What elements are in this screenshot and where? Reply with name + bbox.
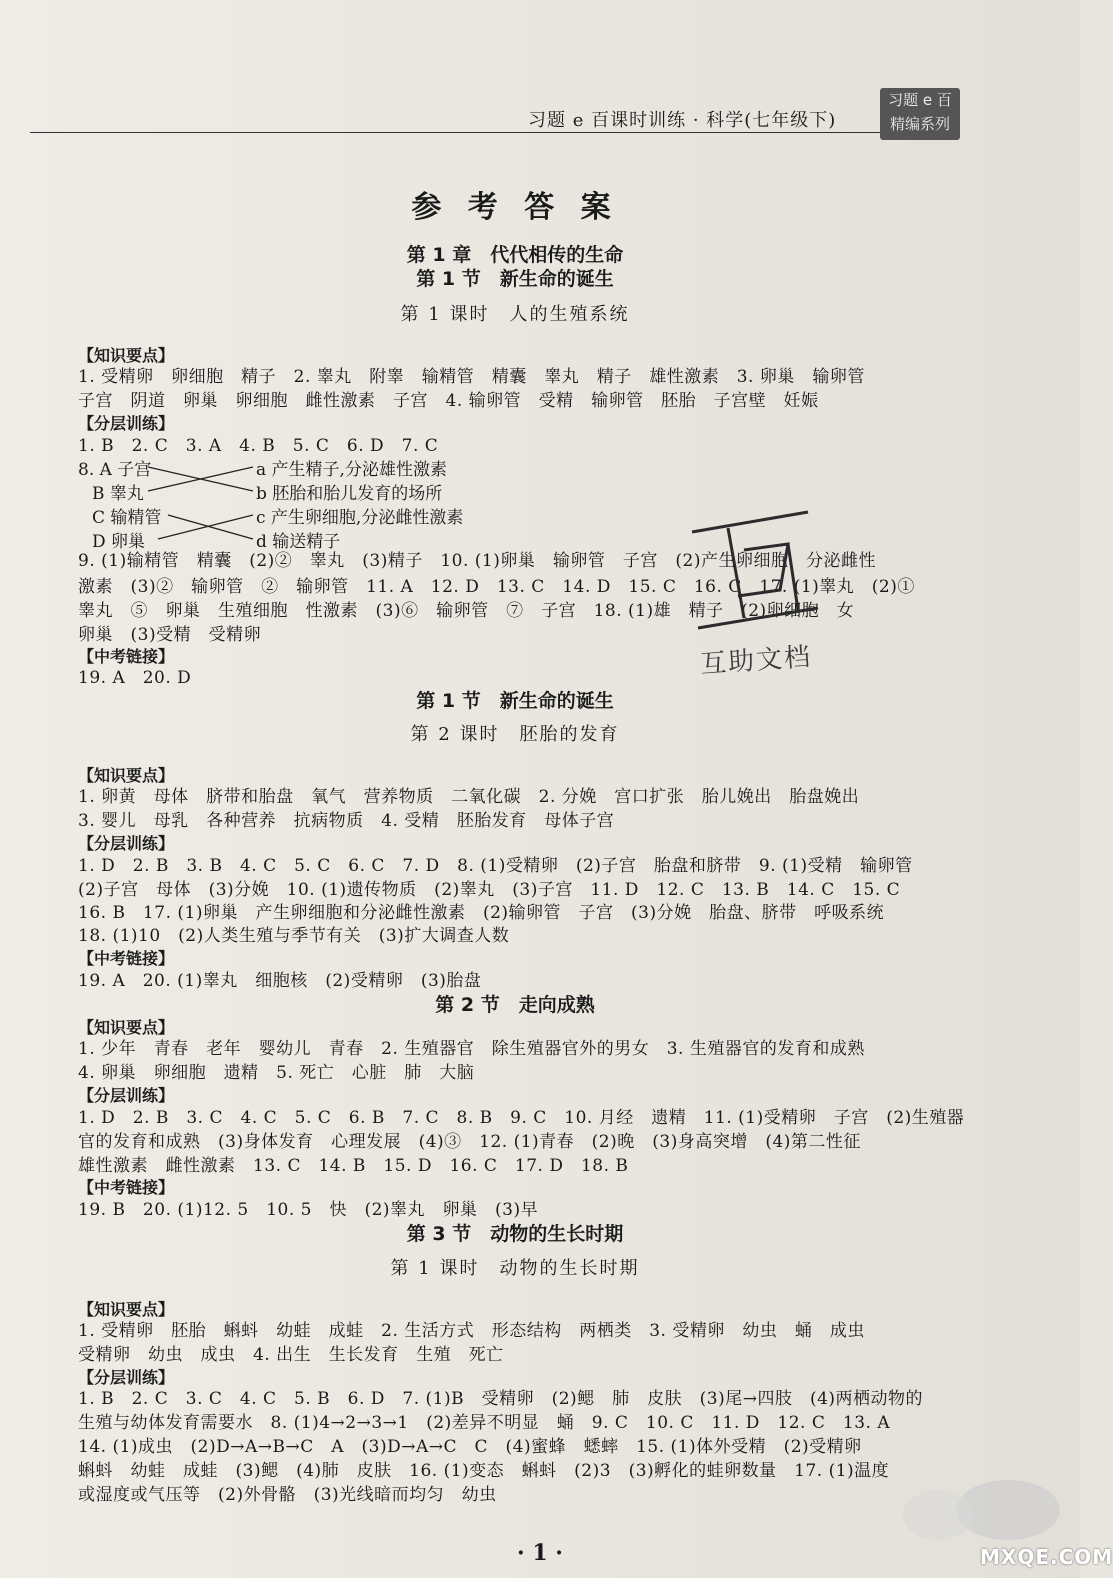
l3-knowledge-line-2: 受精卵 幼虫 成虫 4. 出生 生长发育 生殖 死亡 (78, 1345, 504, 1365)
watermark-text: MXQE.COM (980, 1545, 1113, 1569)
tag-training: 【分层训练】 (78, 414, 175, 433)
tag-training: 【分层训练】 (78, 834, 175, 853)
lesson-heading-3: 第 1 课时 动物的生长时期 (390, 1258, 640, 1279)
l3-training-line-2: 生殖与幼体发育需要水 8. (1)4→2→3→1 (2)差异不明显 蛹 9. C 10. C 11. D 12. C 13. A (78, 1413, 891, 1433)
l3-knowledge-line-1: 1. 受精卵 胚胎 蝌蚪 幼蛙 成蛙 2. 生活方式 形态结构 两栖类 3. 受精卵 幼虫 蛹 成虫 (78, 1321, 865, 1341)
s2-exam-line-1: 19. B 20. (1)12. 5 10. 5 快 (2)睾丸 卵巢 (3)早 (78, 1200, 539, 1220)
s2-training-line-3: 雄性激素 雌性激素 13. C 14. B 15. D 16. C 17. D 18. B (78, 1156, 629, 1176)
badge-line-2: 精编系列 (889, 115, 950, 133)
l2-training-line-3: 16. B 17. (1)卵巢 产生卵细胞和分泌雌性激素 (2)输卵管 子宫 (3)分娩 胎盘、脐带 呼吸系统 (78, 903, 885, 923)
tag-knowledge: 【知识要点】 (78, 766, 175, 785)
l1-training-line-1: 1. B 2. C 3. A 4. B 5. C 6. D 7. C (78, 436, 439, 456)
tag-exam: 【中考链接】 (78, 647, 175, 666)
match-right-a: a 产生精子,分泌雄性激素 (256, 460, 447, 480)
l2-knowledge-line-2: 3. 婴儿 母乳 各种营养 抗病物质 4. 受精 胚胎发育 母体子宫 (78, 811, 615, 831)
match-right-c: c 产生卵细胞,分泌雌性激素 (256, 508, 464, 528)
l1-knowledge-line-1: 1. 受精卵 卵细胞 精子 2. 睾丸 附睾 输精管 精囊 睾丸 精子 雄性激素 3. 卵巢 输卵管 (78, 367, 865, 387)
page-number: · 1 · (517, 1540, 563, 1566)
s2-training-line-2: 官的发育和成熟 (3)身体发育 心理发展 (4)③ 12. (1)青春 (2)晚 (3)身高突增 (4)第二性征 (78, 1132, 861, 1152)
l3-training-line-1: 1. B 2. C 3. C 4. C 5. B 6. D 7. (1)B 受精卵 (2)鳃 肺 皮肤 (3)尾→四肢 (4)两栖动物的 (78, 1389, 924, 1409)
l1-training-line-5: 卵巢 (3)受精 受精卵 (78, 625, 262, 645)
l1-training-line-4: 睾丸 ⑤ 卵巢 生殖细胞 性激素 (3)⑥ 输卵管 ⑦ 子宫 18. (1)雄 精子 (2)卵细胞 女 (78, 601, 855, 621)
l2-exam-line-1: 19. A 20. (1)睾丸 细胞核 (2)受精卵 (3)胎盘 (78, 971, 482, 991)
match-right-d: d 输送精子 (256, 532, 341, 552)
match-left-c: C 输精管 (92, 508, 162, 528)
lesson-heading-2: 第 2 课时 胚胎的发育 (410, 724, 620, 745)
tag-knowledge: 【知识要点】 (78, 346, 175, 365)
page-title: 参 考 答 案 (411, 190, 619, 225)
tag-exam: 【中考链接】 (78, 1178, 175, 1197)
header-rule (30, 132, 880, 133)
l2-training-line-2: (2)子宫 母体 (3)分娩 10. (1)遗传物质 (2)睾丸 (3)子宫 11. D 12. C 13. B 14. C 15. C (78, 880, 901, 900)
match-left-a: 8. A 子宫 (78, 460, 152, 480)
s2-knowledge-line-1: 1. 少年 青春 老年 婴幼儿 青春 2. 生殖器官 除生殖器官外的男女 3. 生殖器官的发育和成熟 (78, 1039, 865, 1059)
section-heading-2: 第 2 节 走向成熟 (435, 994, 595, 1016)
l3-training-line-4: 蝌蚪 幼蛙 成蛙 (3)鳃 (4)肺 皮肤 16. (1)变态 蝌蚪 (2)3 (3)孵化的蛙卵数量 17. (1)温度 (78, 1461, 890, 1481)
chapter-heading: 第 1 章 代代相传的生命 (406, 244, 624, 266)
l2-training-line-4: 18. (1)10 (2)人类生殖与季节有关 (3)扩大调查人数 (78, 926, 510, 946)
l2-training-line-1: 1. D 2. B 3. B 4. C 5. C 6. C 7. D 8. (1)受精卵 (2)子宫 胎盘和脐带 9. (1)受精 输卵管 (78, 856, 913, 876)
match-left-d: D 卵巢 (92, 532, 146, 552)
match-right-b: b 胚胎和胎儿发育的场所 (256, 484, 443, 504)
l1-training-line-2: 9. (1)输精管 精囊 (2)② 睾丸 (3)精子 10. (1)卵巢 输卵管 子宫 (2)产生卵细胞 分泌雌性 (78, 551, 876, 571)
s2-knowledge-line-2: 4. 卵巢 卵细胞 遗精 5. 死亡 心脏 肺 大脑 (78, 1063, 475, 1083)
s2-training-line-1: 1. D 2. B 3. C 4. C 5. C 6. B 7. C 8. B 9. C 10. 月经 遗精 11. (1)受精卵 子宫 (2)生殖器 (78, 1108, 965, 1128)
tag-training: 【分层训练】 (78, 1368, 175, 1387)
series-badge (880, 88, 960, 140)
l3-training-line-3: 14. (1)成虫 (2)D→A→B→C A (3)D→A→C C (4)蜜蜂 蟋蟀 15. (1)体外受精 (2)受精卵 (78, 1437, 862, 1457)
tag-knowledge: 【知识要点】 (78, 1018, 175, 1037)
section-heading-3: 第 3 节 动物的生长时期 (406, 1223, 624, 1245)
l3-training-line-5: 或湿度或气压等 (2)外骨骼 (3)光线暗而均匀 幼虫 (78, 1485, 497, 1505)
running-header (0, 92, 880, 132)
section-heading-1b: 第 1 节 新生命的诞生 (416, 690, 614, 712)
tag-training: 【分层训练】 (78, 1086, 175, 1105)
l1-training-line-3: 激素 (3)② 输卵管 ② 输卵管 11. A 12. D 13. C 14. D 15. C 16. C 17. (1)睾丸 (2)① (78, 577, 915, 597)
match-left-b: B 睾丸 (92, 484, 144, 504)
l1-knowledge-line-2: 子宫 阴道 卵巢 卵细胞 雌性激素 子宫 4. 输卵管 受精 输卵管 胚胎 子宫壁 妊娠 (78, 391, 819, 411)
matching-lines (138, 455, 258, 555)
l1-exam-line-1: 19. A 20. D (78, 668, 192, 688)
l2-knowledge-line-1: 1. 卵黄 母体 脐带和胎盘 氧气 营养物质 二氧化碳 2. 分娩 宫口扩张 胎儿娩出 胎盘娩出 (78, 787, 860, 807)
section-heading-1: 第 1 节 新生命的诞生 (416, 268, 614, 290)
tag-exam: 【中考链接】 (78, 949, 175, 968)
badge-line-1: 习题 e 百 (888, 91, 952, 109)
stamp-text: 互助文档 (699, 642, 814, 680)
lesson-heading-1: 第 1 课时 人的生殖系统 (400, 304, 630, 325)
header-title: 习题 e 百课时训练 · 科学(七年级下) (528, 110, 837, 131)
tag-knowledge: 【知识要点】 (78, 1300, 175, 1319)
